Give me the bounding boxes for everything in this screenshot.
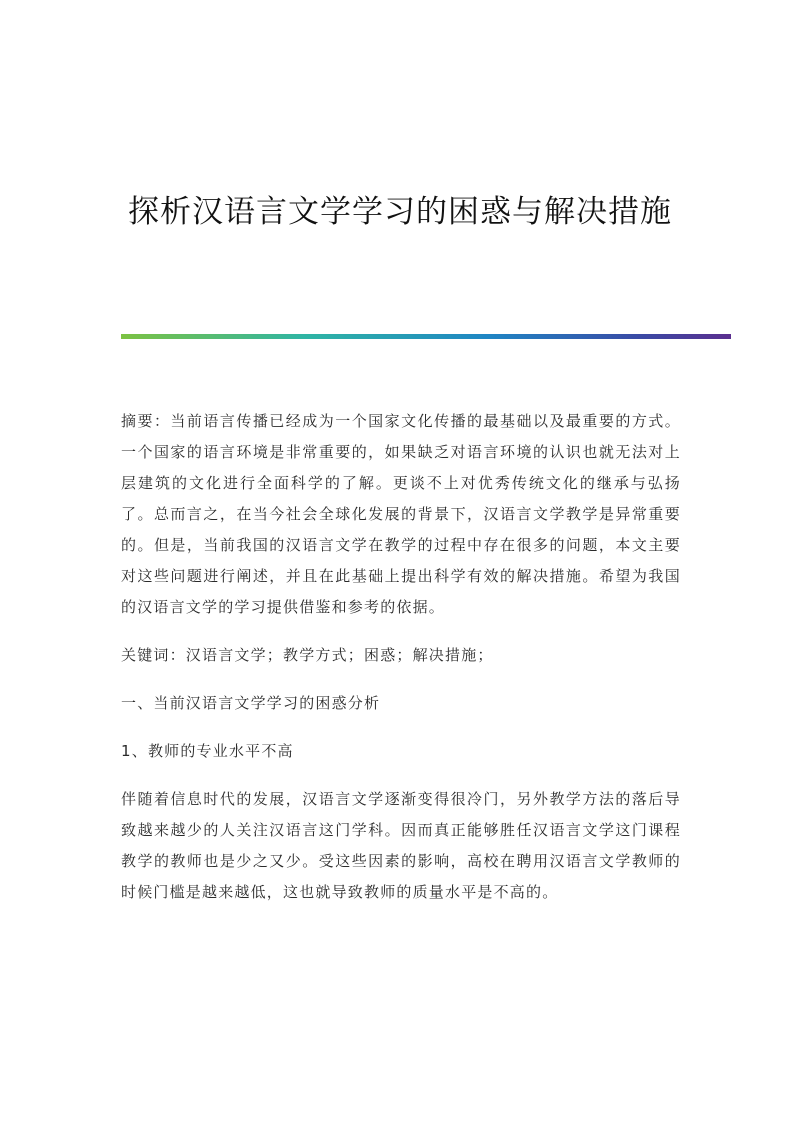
- document-body: [121, 406, 681, 925]
- subsection-heading: 1、教师的专业水平不高: [121, 742, 294, 760]
- document-title: 探析汉语言文学学习的困惑与解决措施: [128, 194, 672, 230]
- abstract-paragraph: 摘要：当前语言传播已经成为一个国家文化传播的最基础以及最重要的方式。一个国家的语言环境是非常重要的，如果缺乏对语言环境的认识也就无法对上层建筑的文化进行全面科学的了解。更谈不上对优秀传统文化的继承与弘扬了。总而言之，在当今社会全球化发展的背景下，汉语言文学教学是异常重要的。但是，当前我国的汉语言文学在教学的过程中存在很多的问题，本文主要对这些问题进行阐述，并且在此基础上提出科学有效的解决措施。希望为我国的汉语言文学的学习提供借鉴和参考的依据。: [121, 412, 681, 616]
- gradient-divider: [121, 334, 731, 339]
- body-paragraph: 伴随着信息时代的发展，汉语言文学逐渐变得很冷门，另外教学方法的落后导致越来越少的人关注汉语言这门学科。因而真正能够胜任汉语言文学这门课程教学的教师也是少之又少。受这些因素的影响，高校在聘用汉语言文学教师的时候门槛是越来越低，这也就导致教师的质量水平是不高的。: [121, 790, 681, 901]
- keywords-line: 关键词：汉语言文学；教学方式；困惑；解决措施；: [121, 646, 494, 664]
- section-heading: 一、当前汉语言文学学习的困惑分析: [121, 694, 381, 712]
